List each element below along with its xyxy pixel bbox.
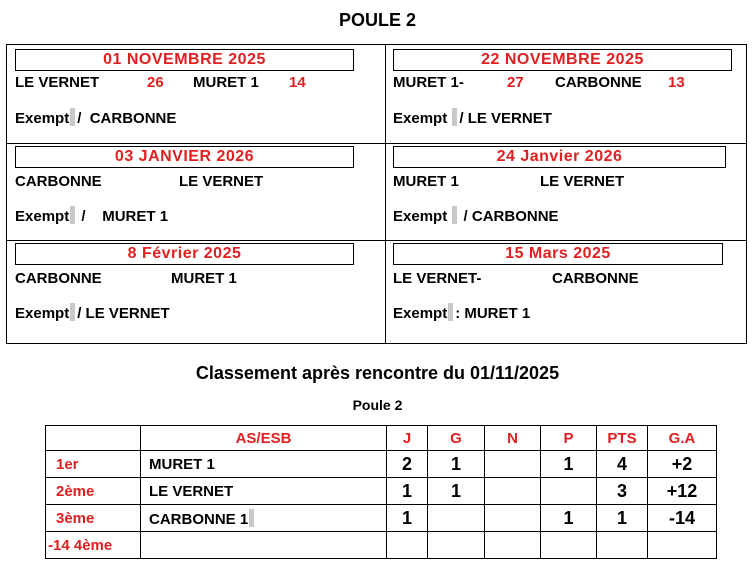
away-team: LE VERNET <box>179 173 264 190</box>
match-date: 8 Février 2025 <box>15 243 354 265</box>
exempt-separator: : <box>455 305 461 322</box>
draw-cell <box>485 478 541 505</box>
draw-cell <box>485 505 541 532</box>
schedule-grid <box>6 44 747 344</box>
exempt-team: CARBONNE <box>471 208 559 225</box>
goal-average-cell <box>648 532 717 559</box>
exempt-separator: / <box>463 208 468 225</box>
cursor-bar <box>452 206 457 224</box>
exempt-line <box>393 108 552 127</box>
draw-cell <box>485 532 541 559</box>
team-name <box>141 532 387 559</box>
played-cell: 2 <box>387 451 428 478</box>
away-team: MURET 1 <box>193 74 259 91</box>
rank-position: 3ème <box>46 505 141 532</box>
header-cell <box>46 426 141 451</box>
ranking-title: Classement après rencontre du 01/11/2025 <box>195 363 560 383</box>
lost-cell <box>541 478 597 505</box>
played-cell: 1 <box>387 478 428 505</box>
header-cell: P <box>541 426 597 451</box>
points-cell <box>597 532 648 559</box>
exempt-line <box>15 303 170 322</box>
won-cell: 1 <box>428 478 485 505</box>
played-cell: 1 <box>387 505 428 532</box>
exempt-team: LE VERNET <box>467 110 552 127</box>
lost-cell <box>541 532 597 559</box>
won-cell <box>428 505 485 532</box>
ranking-table <box>45 425 717 559</box>
home-team: LE VERNET- <box>393 270 482 287</box>
exempt-label: Exempt <box>393 110 448 127</box>
won-cell: 1 <box>428 451 485 478</box>
won-cell <box>428 532 485 559</box>
draw-cell <box>485 451 541 478</box>
exempt-label: Exempt <box>393 208 448 225</box>
lost-cell: 1 <box>541 505 597 532</box>
away-team: CARBONNE <box>552 270 639 287</box>
match-date: 03 JANVIER 2026 <box>15 146 354 168</box>
grid-divider <box>7 240 746 241</box>
exempt-label: Exempt <box>393 305 448 322</box>
points-cell: 3 <box>597 478 648 505</box>
points-cell: 1 <box>597 505 648 532</box>
exempt-separator: / <box>77 305 82 322</box>
team-name-text: CARBONNE 1 <box>149 510 249 528</box>
match-date: 24 Janvier 2026 <box>393 146 726 168</box>
team-name: LE VERNET <box>141 478 387 505</box>
lost-cell: 1 <box>541 451 597 478</box>
away-team: CARBONNE <box>555 74 642 91</box>
goal-average-cell: +2 <box>648 451 717 478</box>
header-cell: PTS <box>597 426 648 451</box>
away-score: 14 <box>289 74 306 91</box>
match-date: 15 Mars 2025 <box>393 243 723 265</box>
cursor-bar <box>448 303 453 321</box>
exempt-team: MURET 1 <box>464 305 531 322</box>
exempt-line <box>15 108 176 127</box>
table-header-row <box>46 426 717 451</box>
header-cell: AS/ESB <box>141 426 387 451</box>
exempt-label: Exempt <box>15 208 70 225</box>
exempt-team: MURET 1 <box>102 208 169 225</box>
table-row <box>46 451 717 478</box>
table-row <box>46 532 717 559</box>
ranking-subtitle: Poule 2 <box>352 397 403 413</box>
exempt-team: LE VERNET <box>85 305 170 322</box>
home-team: MURET 1- <box>393 74 464 91</box>
grid-divider <box>7 143 746 144</box>
home-team: CARBONNE <box>15 270 102 287</box>
cursor-bar <box>452 108 457 126</box>
cursor-bar <box>249 509 254 527</box>
header-cell: G <box>428 426 485 451</box>
away-score: 13 <box>668 74 685 91</box>
played-cell <box>387 532 428 559</box>
points-cell: 4 <box>597 451 648 478</box>
home-score: 26 <box>147 74 164 91</box>
exempt-label: Exempt <box>15 305 70 322</box>
header-cell: N <box>485 426 541 451</box>
exempt-team: CARBONNE <box>89 110 177 127</box>
exempt-line <box>15 206 168 225</box>
exempt-line <box>393 303 530 322</box>
table-row <box>46 505 717 532</box>
header-cell: J <box>387 426 428 451</box>
grid-divider <box>385 45 386 343</box>
header-cell: G.A <box>648 426 717 451</box>
cursor-bar <box>70 206 75 224</box>
away-team: LE VERNET <box>540 173 625 190</box>
home-team: MURET 1 <box>393 173 459 190</box>
home-score: 27 <box>507 74 524 91</box>
exempt-separator: / <box>459 110 464 127</box>
exempt-label: Exempt <box>15 110 70 127</box>
away-team: MURET 1 <box>171 270 237 287</box>
goal-average-cell: -14 <box>648 505 717 532</box>
match-date: 01 NOVEMBRE 2025 <box>15 49 354 71</box>
rank-position: 1er <box>46 451 141 478</box>
home-team: LE VERNET <box>15 74 100 91</box>
exempt-line <box>393 206 559 225</box>
home-team: CARBONNE <box>15 173 102 190</box>
rank-position: 2ème <box>46 478 141 505</box>
rank-position: -14 4ème <box>46 532 141 559</box>
table-row <box>46 478 717 505</box>
exempt-separator: / <box>77 110 82 127</box>
cursor-bar <box>70 303 75 321</box>
cursor-bar <box>70 108 75 126</box>
page-title: POULE 2 <box>338 10 417 30</box>
match-date: 22 NOVEMBRE 2025 <box>393 49 732 71</box>
team-name: MURET 1 <box>141 451 387 478</box>
goal-average-cell: +12 <box>648 478 717 505</box>
team-name <box>141 505 387 532</box>
exempt-separator: / <box>81 208 86 225</box>
